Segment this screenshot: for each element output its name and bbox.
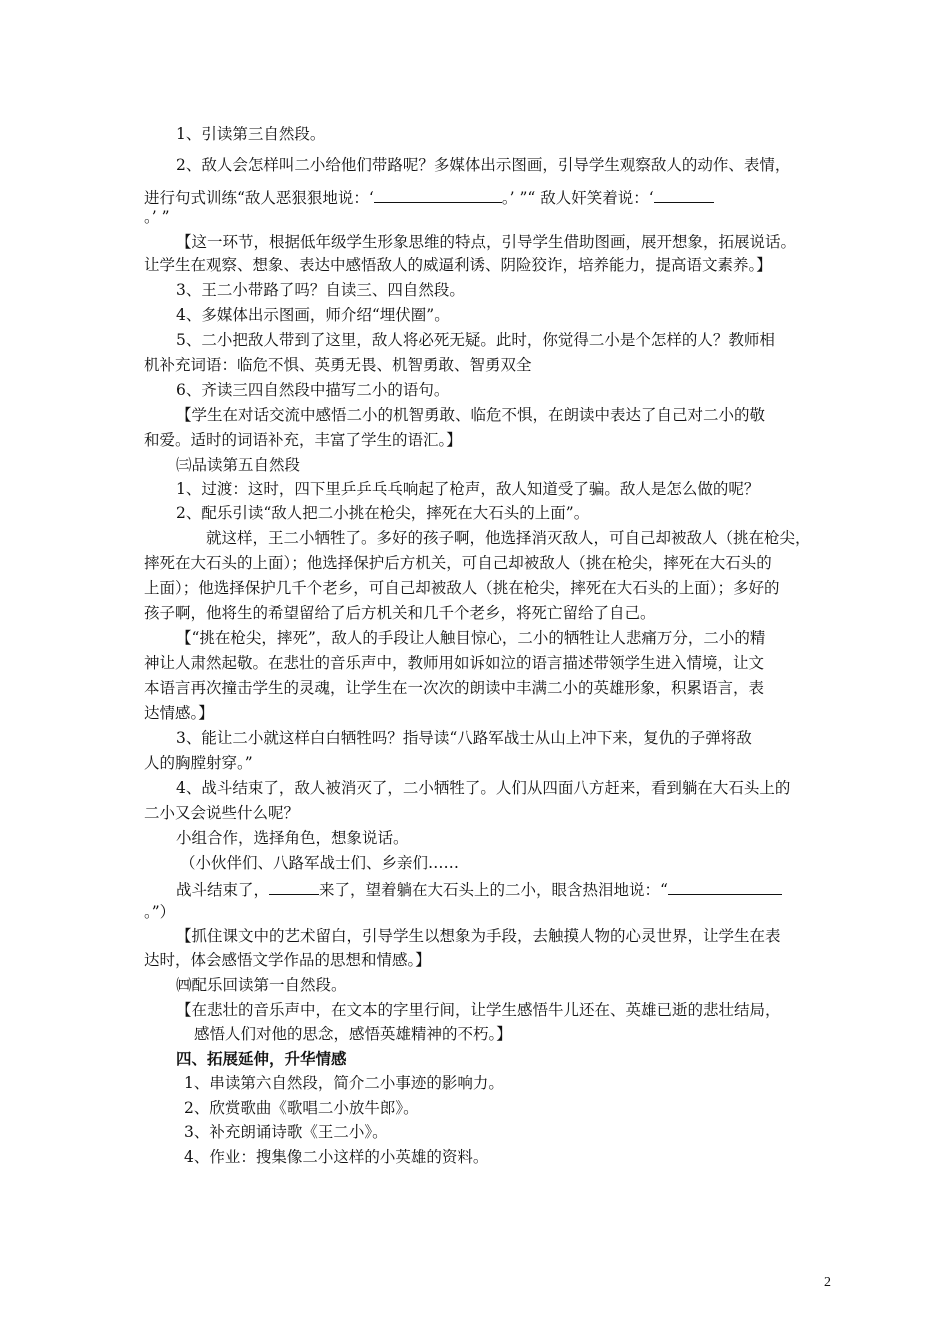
text-line: 达时，体会感悟文学作品的思想和情感。】 (144, 951, 431, 969)
text-line: 就这样，王二小牺牲了。多好的孩子啊，他选择消灭敌人，可自己却被敌人（挑在枪尖， (206, 529, 811, 547)
text-line: 1、过渡：这时，四下里乒乒乓乓响起了枪声，敌人知道受了骗。敌人是怎么做的呢？ (176, 480, 760, 498)
text-line: 【学生在对话交流中感悟二小的机智勇敢、临危不惧，在朗读中表达了自己对二小的敬 (176, 406, 766, 424)
text-line: 和爱。适时的词语补充，丰富了学生的语汇。】 (144, 431, 462, 449)
text-line: 达情感。】 (144, 704, 214, 722)
text-line: 小组合作，选择角色，想象说话。 (176, 829, 409, 847)
list-item: 2、欣赏歌曲《歌唱二小放牛郎》。 (184, 1099, 419, 1117)
text-segment: 进行句式训练“敌人恶狠狠地说：‘ (144, 189, 374, 207)
text-line: 【“挑在枪尖，摔死”，敌人的手段让人触目惊心，二小的牺牲让人悲痛万分，二小的精 (176, 629, 766, 647)
text-line: 机补充词语：临危不惧、英勇无畏、机智勇敢、智勇双全 (144, 356, 532, 374)
text-line: 2、敌人会怎样叫二小给他们带路呢？多媒体出示图画，引导学生观察敌人的动作、表情， (176, 156, 791, 174)
blank-underline (654, 186, 714, 203)
text-line: 让学生在观察、想象、表达中感悟敌人的威逼利诱、阴险狡诈，培养能力，提高语文素养。】 (144, 256, 772, 274)
text-segment: 。’ ”“ 敌人奸笑着说：‘ (501, 189, 654, 207)
text-segment: 来了，望着躺在大石头上的二小，眼含热泪地说：“ (319, 881, 668, 899)
list-item: 4、作业：搜集像二小这样的小英雄的资料。 (184, 1148, 489, 1166)
blank-underline (668, 878, 782, 895)
text-line: 6、齐读三四自然段中描写二小的语句。 (176, 381, 450, 399)
section-heading: ㈣配乐回读第一自然段。 (176, 976, 347, 994)
list-item: 1、串读第六自然段，简介二小事迹的影响力。 (184, 1074, 504, 1092)
text-line: 4、战斗结束了，敌人被消灭了，二小牺牲了。人们从四面八方赶来，看到躺在大石头上的 (176, 779, 791, 797)
text-segment: 战斗结束了， (176, 881, 270, 899)
text-line: 上面）；他选择保护几千个老乡，可自己却被敌人（挑在枪尖，摔死在大石头的上面）；多好的 (144, 579, 780, 597)
text-line: 本语言再次撞击学生的灵魂，让学生在一次次的朗读中丰满二小的英雄形象，积累语言，表 (144, 679, 765, 697)
text-line: 4、多媒体出示图画，师介绍“埋伏圈”。 (176, 306, 450, 324)
text-line (176, 878, 782, 900)
blank-underline (374, 186, 502, 203)
page-number: 2 (824, 1275, 831, 1290)
text-line: （小伙伴们、八路军战士们、乡亲们…… (180, 854, 460, 872)
text-line: 人的胸膛射穿。” (144, 754, 253, 772)
text-line: 【在悲壮的音乐声中，在文本的字里行间，让学生感悟牛儿还在、英雄已逝的悲壮结局， (176, 1001, 781, 1019)
list-item: 3、补充朗诵诗歌《王二小》。 (184, 1123, 388, 1141)
text-line: 5、二小把敌人带到了这里，敌人将必死无疑。此时，你觉得二小是个怎样的人？教师相 (176, 331, 775, 349)
text-line: 孩子啊，他将生的希望留给了后方机关和几千个老乡，将死亡留给了自己。 (144, 604, 656, 622)
text-line: 神让人肃然起敬。在悲壮的音乐声中，教师用如诉如泣的语言描述带领学生进入情境，让文 (144, 654, 765, 672)
section-heading: 四、拓展延伸，升华情感 (176, 1049, 347, 1068)
section-heading: ㈢品读第五自然段 (176, 456, 301, 474)
text-line: 3、王二小带路了吗？自读三、四自然段。 (176, 281, 465, 299)
text-line: 。”） (144, 903, 176, 921)
text-line: 二小又会说些什么呢？ (144, 804, 300, 822)
text-line: 2、配乐引读“敌人把二小挑在枪尖，摔死在大石头的上面”。 (176, 504, 590, 522)
text-line: 。’ ” (144, 208, 170, 226)
text-line: 【抓住课文中的艺术留白，引导学生以想象为手段，去触摸人物的心灵世界，让学生在表 (176, 927, 781, 945)
text-line: 【这一环节，根据低年级学生形象思维的特点，引导学生借助图画，展开想象，拓展说话。 (176, 233, 797, 251)
text-line (144, 186, 714, 208)
text-line: 1、引读第三自然段。 (176, 125, 326, 143)
blank-underline (269, 878, 319, 895)
text-line: 摔死在大石头的上面）；他选择保护后方机关，可自己却被敌人（挑在枪尖，摔死在大石头的 (144, 554, 772, 572)
text-line: 感悟人们对他的思念，感悟英雄精神的不朽。】 (194, 1025, 512, 1043)
text-line: 3、能让二小就这样白白牺牲吗？指导读“八路军战士从山上冲下来，复仇的子弹将敌 (176, 729, 752, 747)
